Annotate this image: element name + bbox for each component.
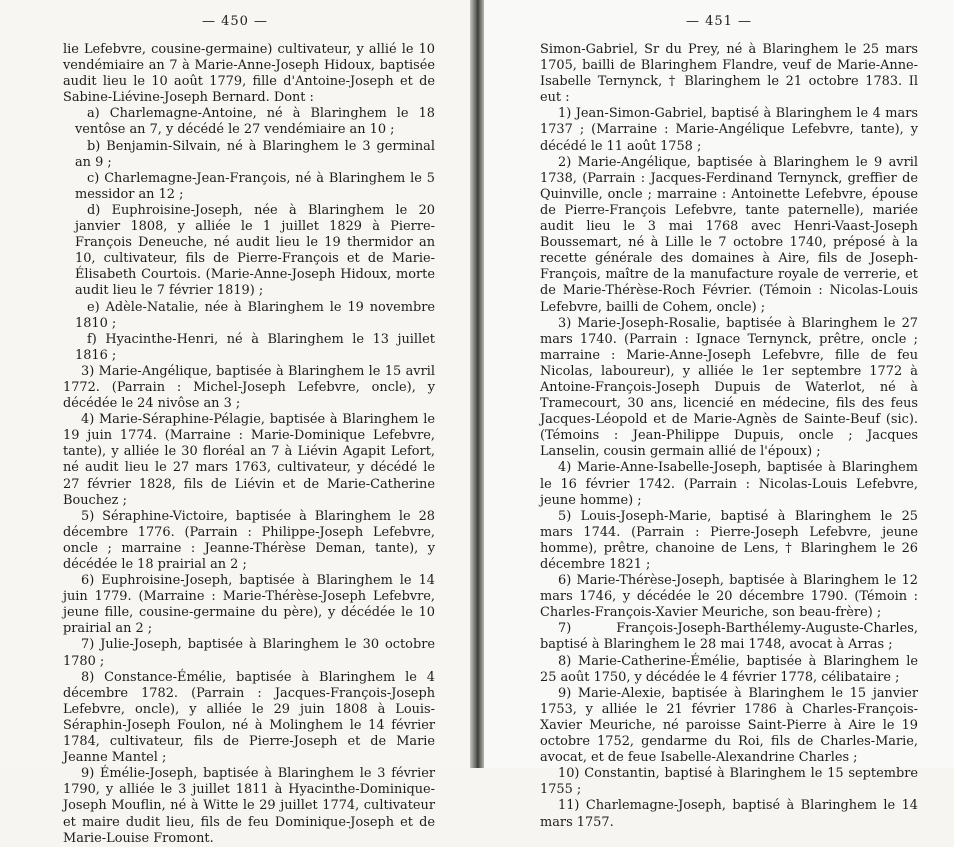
- paragraph: 9) Marie-Alexie, baptisée à Blaringhem le 15 janvier 1753, y alliée le 21 février 1786 à Charles-François-Xavier Meuriche, né paroisse Saint-Pierre à Aire le 19 octobre 1752, gendarme du Roi, fils de Charles-Marie, avocat, et de feue Isabelle-Alexandrine Charles ;: [540, 685, 918, 766]
- paragraph: 1) Jean-Simon-Gabriel, baptisé à Blaringhem le 4 mars 1737 ; (Marraine : Marie-Angélique Lefebvre, tante), y décédé le 11 août 1758 ;: [540, 106, 918, 154]
- paragraph: 2) Marie-Angélique, baptisée à Blaringhem le 9 avril 1738, (Parrain : Jacques-Ferdinand Ternynck, greffier de Quinville, oncle ; marraine : Antoinette Lefebvre, épouse de Pierre-François Lefebvre, tante paternelle), mariée audit lieu le 3 mai 1768 avec Henri-Vaast-Joseph Boussemart, né à Lille le 7 octobre 1740, préposé à la recette générale des domaines à Aire, fils de Joseph-François, maître de la manufacture royale de verrerie, et de Marie-Thérèse-Roch Février. (Témoin : Nicolas-Louis Lefebvre, bailli de Cohem, oncle) ;: [540, 154, 918, 315]
- paragraph: 6) Marie-Thérèse-Joseph, baptisée à Blaringhem le 12 mars 1746, y décédée le 20 décembre 1790. (Témoin : Charles-François-Xavier Meuriche, son beau-frère) ;: [540, 573, 918, 621]
- paragraph: d) Euphroisine-Joseph, née à Blaringhem le 20 janvier 1808, y alliée le 1 juillet 1829 à Pierre-François Deneuche, né audit lieu le 19 thermidor an 10, cultivateur, fils de Pierre-François et de Marie-Élisabeth Courtois. (Marie-Anne-Joseph Hidoux, morte audit lieu le 7 février 1819) ;: [75, 202, 435, 299]
- paragraph: 8) Marie-Catherine-Émélie, baptisée à Blaringhem le 25 août 1750, y décédée le 4 février 1778, célibataire ;: [540, 653, 918, 685]
- text-column: [540, 42, 918, 831]
- page-number: — 450 —: [201, 14, 269, 29]
- paragraph: b) Benjamin-Silvain, né à Blaringhem le 3 germinal an 9 ;: [75, 138, 435, 170]
- page-number: — 451 —: [685, 14, 753, 29]
- paragraph: 5) Louis-Joseph-Marie, baptisé à Blaringhem le 25 mars 1744. (Parrain : Pierre-Joseph Lefebvre, jeune homme), prêtre, chanoine de Lens, † Blaringhem le 26 décembre 1821 ;: [540, 508, 918, 572]
- paragraph: a) Charlemagne-Antoine, né à Blaringhem le 18 ventôse an 7, y décédé le 27 vendémiaire an 10 ;: [75, 106, 435, 138]
- paragraph: 3) Marie-Angélique, baptisée à Blaringhem le 15 avril 1772. (Parrain : Michel-Joseph Lefebvre, oncle), y décédée le 24 nivôse an 3 ;: [63, 363, 435, 412]
- paragraph: 9) Émélie-Joseph, baptisée à Blaringhem le 3 février 1790, y alliée le 3 juillet 1811 à Hyacinthe-Dominique-Joseph Mouflin, né à Witte le 29 juillet 1774, cultivateur et maire dudit lieu, fils de feu Dominique-Joseph et de Marie-Louise Fromont.: [63, 766, 435, 846]
- paragraph: 7) François-Joseph-Barthélemy-Auguste-Charles, baptisé à Blaringhem le 28 mai 1748, avocat à Arras ;: [540, 621, 918, 653]
- paragraph: Simon-Gabriel, Sr du Prey, né à Blaringhem le 25 mars 1705, bailli de Blaringhem Flandre, veuf de Marie-Anne-Isabelle Ternynck, † Blaringhem le 21 octobre 1783. Il eut :: [540, 42, 918, 106]
- book-gutter: [470, 0, 484, 768]
- paragraph: c) Charlemagne-Jean-François, né à Blaringhem le 5 messidor an 12 ;: [75, 170, 435, 202]
- paragraph: lie Lefebvre, cousine-germaine) cultivateur, y allié le 10 vendémiaire an 7 à Marie-Anne-Joseph Hidoux, baptisée audit lieu le 10 août 1779, fille d'Antoine-Joseph et de Sabine-Liévine-Joseph Bernard. Dont :: [63, 42, 435, 106]
- paragraph: 10) Constantin, baptisé à Blaringhem le 15 septembre 1755 ;: [540, 766, 918, 798]
- paragraph: 11) Charlemagne-Joseph, baptisé à Blaringhem le 14 mars 1757.: [540, 798, 918, 830]
- right-page: [484, 0, 954, 830]
- paragraph: 8) Constance-Émélie, baptisée à Blaringhem le 4 décembre 1782. (Parrain : Jacques-François-Joseph Lefebvre, oncle), y alliée le 29 juin 1808 à Louis-Séraphin-Joseph Foulon, né à Molinghem le 14 février 1784, cultivateur, fils de Pierre-Joseph et de Marie Jeanne Mantel ;: [63, 669, 435, 766]
- paragraph: e) Adèle-Natalie, née à Blaringhem le 19 novembre 1810 ;: [75, 299, 435, 331]
- paragraph: 7) Julie-Joseph, baptisée à Blaringhem le 30 octobre 1780 ;: [63, 637, 435, 669]
- paragraph: f) Hyacinthe-Henri, né à Blaringhem le 13 juillet 1816 ;: [75, 331, 435, 363]
- paragraph: 3) Marie-Joseph-Rosalie, baptisée à Blaringhem le 27 mars 1740. (Parrain : Ignace Ternynck, prêtre, oncle ; marraine : Marie-Anne-Joseph Lefebvre, fille de feu Nicolas, laboureur), y alliée le 1er septembre 1772 à Antoine-François-Joseph Dupuis de Waterlot, né à Tramecourt, 30 ans, licencié en médecine, fils des feus Jacques-Léopold et de Marie-Agnès de Sainte-Beuf (sic). (Témoins : Jean-Philippe Dupuis, oncle ; Jacques Lanselin, cousin germain allié de l'époux) ;: [540, 315, 918, 460]
- paragraph: 6) Euphroisine-Joseph, baptisée à Blaringhem le 14 juin 1779. (Marraine : Marie-Thérèse-Joseph Lefebvre, jeune fille, cousine-germaine du père), y décédée le 10 prairial an 2 ;: [63, 573, 435, 637]
- paragraph: 4) Marie-Séraphine-Pélagie, baptisée à Blaringhem le 19 juin 1774. (Marraine : Marie-Dominique Lefebvre, tante), y alliée le 30 floréal an 7 à Liévin Agapit Lefort, né audit lieu le 27 mars 1763, cultivateur, y décédé le 27 février 1828, fils de Liévin et de Marie-Catherine Bouchez ;: [63, 412, 435, 508]
- paragraph: 5) Séraphine-Victoire, baptisée à Blaringhem le 28 décembre 1776. (Parrain : Philippe-Joseph Lefebvre, oncle ; marraine : Jeanne-Thérèse Deman, tante), y décédée le 18 prairial an 2 ;: [63, 508, 435, 572]
- left-page: [0, 0, 470, 846]
- paragraph: 4) Marie-Anne-Isabelle-Joseph, baptisée à Blaringhem le 16 février 1742. (Parrain : Nicolas-Louis Lefebvre, jeune homme) ;: [540, 460, 918, 508]
- text-column: [63, 42, 435, 847]
